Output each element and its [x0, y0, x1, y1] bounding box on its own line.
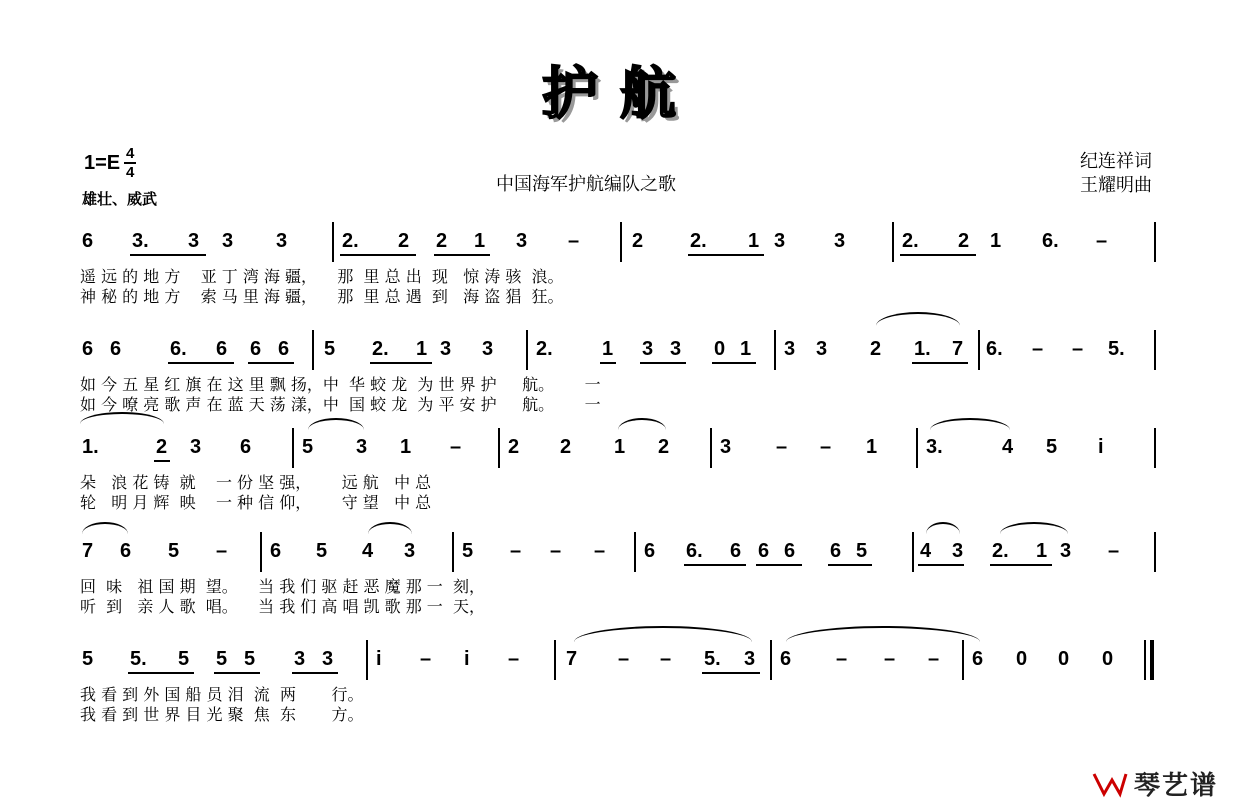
time-signature-top: 4 [125, 145, 135, 162]
notes-row: 5 5. 5 5 5 3 3 i – i – 7 – – 5. 3 6 – – – 6 0 0 0 [80, 640, 1165, 680]
time-signature-bottom: 4 [125, 164, 135, 181]
notes-row: 6 3. 3 3 3 2. 2 2 1 3 – 2 2. 1 3 3 2. 2 1 6. – [80, 222, 1165, 262]
song-subtitle: 中国海军护航编队之歌 [496, 174, 676, 195]
time-signature [124, 146, 136, 180]
song-title: 护航 [542, 62, 698, 127]
notes-row: 1. 2 3 6 5 3 1 – 2 2 1 2 3 – – 1 3. 4 5 i [80, 428, 1165, 468]
lyrics-line-1: 回 味 祖 国 期 望。 当 我 们 驱 赶 恶 魔 那 一 刻， [80, 577, 485, 596]
lyrics-line-1: 朵 浪 花 铸 就 一 份 坚 强， 远 航 中 总 [80, 473, 432, 492]
credits [1080, 150, 1152, 198]
lyrics-line-1: 如 今 五 星 红 旗 在 这 里 飘 扬，中 华 蛟 龙 为 世 界 护 航。 一 [80, 375, 601, 394]
qinyi-logo-icon [1090, 770, 1130, 798]
lyricist: 纪连祥词 [1080, 151, 1152, 172]
key-signature [84, 146, 136, 180]
lyrics-line-1: 我 看 到 外 国 船 员 泪 流 两 行。 [80, 685, 364, 704]
tempo-marking: 雄壮、威武 [82, 190, 158, 208]
notes-row: 6 6 6. 6 6 6 5 2. 1 3 3 2. 1 3 3 0 1 3 3 2 1. 7 6. – – 5. [80, 330, 1165, 370]
lyrics-line-1: 遥 远 的 地 方 亚 丁 湾 海 疆， 那 里 总 出 现 惊 涛 骇 浪。 [80, 267, 564, 286]
lyrics-line-2: 我 看 到 世 界 目 光 聚 焦 东 方。 [80, 705, 364, 724]
lyrics-line-2: 如 今 嘹 亮 歌 声 在 蓝 天 荡 漾，中 国 蛟 龙 为 平 安 护 航。 一 [80, 395, 601, 414]
lyrics-line-2: 轮 明 月 辉 映 一 种 信 仰， 守 望 中 总 [80, 493, 432, 512]
lyrics-line-2: 神 秘 的 地 方 索 马 里 海 疆， 那 里 总 遇 到 海 盗 猖 狂。 [80, 287, 564, 306]
watermark-logo [1090, 765, 1218, 802]
composer: 王耀明曲 [1080, 175, 1152, 196]
logo-text: 琴艺谱 [1133, 771, 1218, 801]
lyrics-line-2: 听 到 亲 人 歌 唱。 当 我 们 高 唱 凯 歌 那 一 天， [80, 597, 485, 616]
notes-row: 7 6 5 – 6 5 4 3 5 – – – 6 6. 6 6 6 6 5 4 3 2. 1 3 – [80, 532, 1165, 572]
key-label: 1=E [84, 151, 121, 174]
